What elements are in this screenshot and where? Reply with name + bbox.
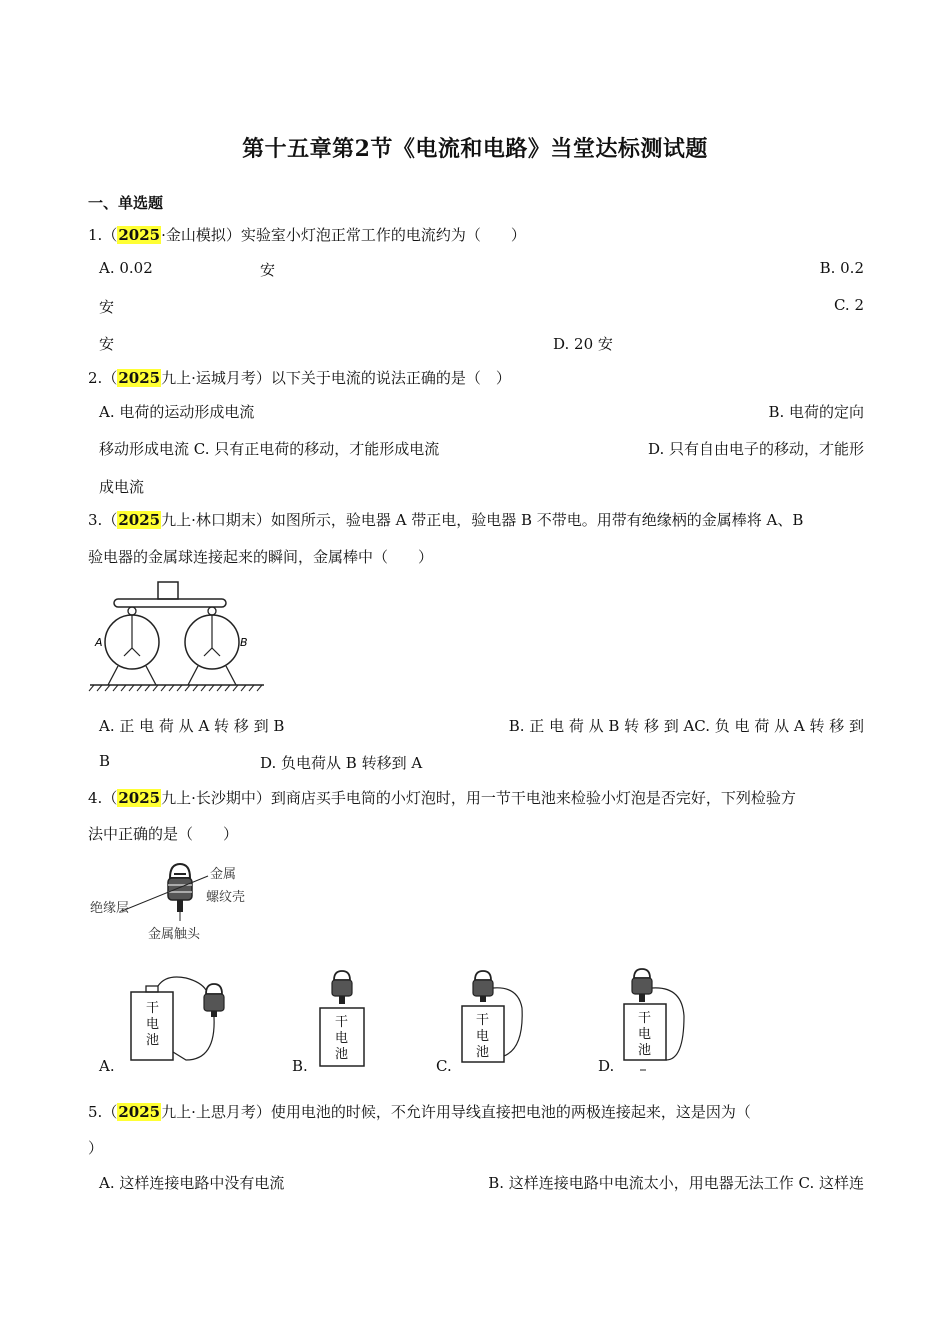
q3-option-a: A. 正 电 荷 从 A 转 移 到 B [99, 717, 285, 735]
question-5-stem-line2: ） [88, 1139, 104, 1157]
circuit-option-d [620, 966, 700, 1074]
circuit-option-a [126, 972, 234, 1067]
question-number: 5. [88, 1103, 103, 1121]
battery-char-2: 电 [146, 1017, 160, 1032]
question-4-stem-line2: 法中正确的是（ ） [88, 825, 239, 843]
question-source: 九上·上思月考）使用电池的时候，不允许用导线直接把电池的两极连接起来，这是因为（ [161, 1103, 751, 1121]
battery-char-2: 电 [335, 1031, 349, 1046]
q2-option-a: A. 电荷的运动形成电流 [99, 403, 255, 421]
battery-char-1: 干 [476, 1013, 490, 1028]
q2-option-d: D. 只有自由电子的移动，才能形 [647, 440, 864, 458]
electroscope-a-label: A [95, 636, 103, 649]
year-tag: 2025 [118, 511, 161, 529]
q1-option-d: D. 20 安 [553, 335, 613, 353]
q3-option-b: B. 正 电 荷 从 B 转 移 到 AC. 负 电 荷 从 A 转 移 到 [508, 717, 864, 735]
bulb-diagram [88, 856, 263, 946]
question-source: 九上·运城月考）以下关于电流的说法正确的是（ ） [161, 369, 511, 387]
paren: （ [102, 226, 118, 244]
q1-option-c-unit: 安 [99, 335, 115, 353]
q5-option-b: B. 这样连接电路中电流太小，用电器无法工作 C. 这样连 [488, 1174, 864, 1192]
battery-char-3: 池 [335, 1047, 349, 1062]
q4-option-b: B. [292, 1057, 308, 1075]
q4-option-c: C. [436, 1057, 452, 1075]
paren: （ [102, 1103, 118, 1121]
question-1-stem [88, 224, 526, 245]
battery-char-3: 池 [146, 1033, 160, 1048]
question-3-stem [88, 509, 803, 530]
q1-option-b-unit: 安 [99, 298, 115, 316]
q4-option-d: D. [598, 1057, 615, 1075]
shell-label-2: 螺纹壳 [206, 890, 246, 905]
question-number: 2. [88, 369, 103, 387]
battery-char-2: 电 [638, 1027, 652, 1042]
question-source: ·金山模拟）实验室小灯泡正常工作的电流约为（ ） [161, 226, 526, 244]
q1-option-c: C. 2 [833, 296, 864, 314]
shell-label-1: 金属 [210, 867, 237, 882]
question-3-stem-line2: 验电器的金属球连接起来的瞬间，金属棒中（ ） [88, 548, 434, 566]
year-tag: 2025 [118, 789, 161, 807]
question-4-stem [88, 787, 796, 808]
q3-option-d: D. 负电荷从 B 转移到 A [260, 754, 423, 772]
q2-option-c: 移动形成电流 C. 只有正电荷的移动，才能形成电流 [99, 440, 440, 458]
question-source: 九上·长沙期中）到商店买手电筒的小灯泡时，用一节干电池来检验小灯泡是否完好，下列检验方 [161, 789, 796, 807]
q5-option-a: A. 这样连接电路中没有电流 [99, 1174, 285, 1192]
question-2-stem [88, 367, 511, 388]
q1-option-b: B. 0.2 [819, 259, 864, 277]
q3-option-c-tail: B [99, 752, 111, 770]
electroscope-figure [88, 578, 268, 693]
q4-option-a: A. [99, 1057, 115, 1075]
page-title: 第十五章第2节《电流和电路》当堂达标测试题 [242, 136, 708, 162]
paren: （ [102, 789, 118, 807]
question-5-stem [88, 1101, 751, 1122]
question-number: 4. [88, 789, 103, 807]
circuit-option-c [458, 968, 538, 1068]
battery-char-3: 池 [638, 1043, 652, 1058]
question-number: 3. [88, 511, 103, 529]
section-heading: 一、单选题 [88, 194, 164, 212]
question-source: 九上·林口期末）如图所示，验电器 A 带正电，验电器 B 不带电。用带有绝缘柄的金属棒将 A、B [161, 511, 804, 529]
contact-label: 金属触头 [148, 927, 201, 942]
question-number: 1. [88, 226, 103, 244]
q1-option-a: A. 0.02 [99, 259, 153, 277]
q1-option-a-unit: 安 [260, 261, 276, 279]
paren: （ [102, 511, 118, 529]
battery-char-3: 池 [476, 1045, 490, 1060]
battery-char-1: 干 [335, 1015, 349, 1030]
q2-option-d-tail: 成电流 [99, 478, 145, 496]
insulation-label: 绝缘层 [90, 901, 130, 916]
battery-char-1: 干 [638, 1011, 652, 1026]
paren: （ [102, 369, 118, 387]
year-tag: 2025 [118, 226, 161, 244]
q2-option-b: B. 电荷的定向 [768, 403, 864, 421]
battery-char-1: 干 [146, 1001, 160, 1016]
battery-char-2: 电 [476, 1029, 490, 1044]
circuit-option-b [312, 968, 382, 1068]
year-tag: 2025 [118, 1103, 161, 1121]
electroscope-b-label: B [240, 636, 248, 649]
year-tag: 2025 [118, 369, 161, 387]
